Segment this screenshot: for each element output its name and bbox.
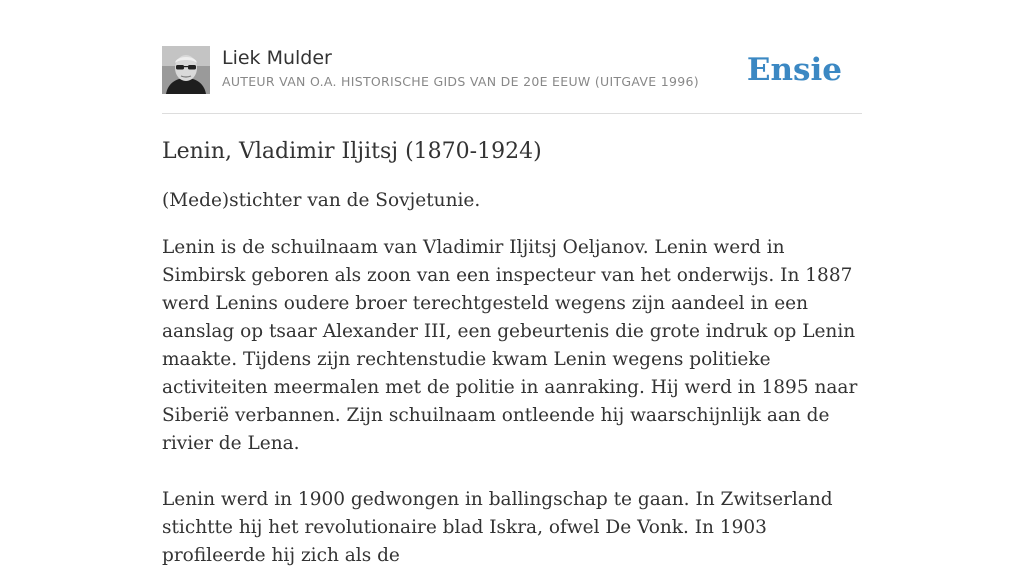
author-name[interactable]: Liek Mulder bbox=[222, 47, 332, 69]
author-avatar[interactable] bbox=[162, 46, 210, 94]
article-content bbox=[162, 136, 867, 570]
ensie-logo[interactable]: Ensie bbox=[746, 52, 842, 88]
article-subtitle: (Mede)stichter van de Sovjetunie. bbox=[162, 190, 481, 211]
article-paragraph: Lenin werd in 1900 gedwongen in ballingschap te gaan. In Zwitserland stichtte hij het revolutionaire blad Iskra, ofwel De Vonk. In 1903 profileerde hij zich als de bbox=[162, 489, 833, 566]
article-paragraph: Lenin is de schuilnaam van Vladimir Iljitsj Oeljanov. Lenin werd in Simbirsk geboren als zoon van een inspecteur van het onderwijs. In 1887 werd Lenins oudere broer terechtgesteld wegens zijn aandeel in een aanslag op tsaar Alexander III, een gebeurtenis die grote indruk op Lenin maakte. Tijdens zijn rechtenstudie kwam Lenin wegens politieke activiteiten meermalen met de politie in aanraking. Hij werd in 1895 naar Siberië verbannen. Zijn schuilnaam ontleende hij waarschijnlijk aan de rivier de Lena. bbox=[162, 237, 858, 454]
author-bio: AUTEUR VAN O.A. HISTORISCHE GIDS VAN DE 20E EEUW (UITGAVE 1996) bbox=[222, 74, 699, 89]
avatar-portrait-icon bbox=[162, 46, 210, 94]
author-header bbox=[162, 46, 862, 114]
article-title: Lenin, Vladimir Iljitsj (1870-1924) bbox=[162, 139, 542, 164]
